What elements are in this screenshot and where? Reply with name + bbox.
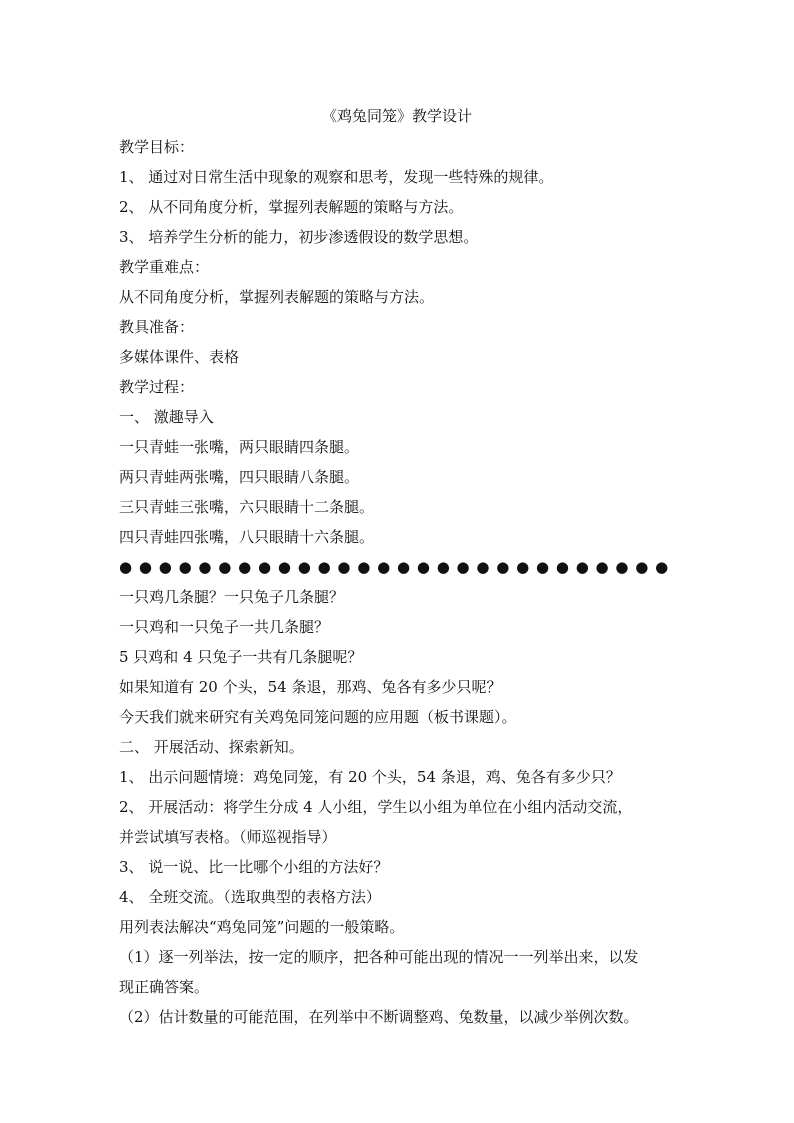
section-heading-process: 教学过程： [119,378,195,396]
frog-line-3: 三只青蛙三张嘴，六只眼睛十二条腿。 [119,498,375,516]
topic-introduction-line: 今天我们就来研究有关鸡兔同笼问题的应用题（板书课题）。 [119,708,517,726]
section-heading-objectives: 教学目标： [119,138,195,156]
question-line-1: 一只鸡几条腿？一只兔子几条腿？ [119,588,345,606]
activity-item-1: 1、 出示问题情境：鸡兔同笼，有 20 个头，54 条退，鸡、兔各有多少只？ [119,768,621,786]
question-line-2: 一只鸡和一只兔子一共几条腿？ [119,618,330,636]
strategy-1-line-1: （1）逐一列举法，按一定的顺序，把各种可能出现的情况一一列举出来，以发 [119,948,639,966]
frog-line-2: 两只青蛙两张嘴，四只眼睛八条腿。 [119,468,360,486]
strategy-2: （2）估计数量的可能范围，在列举中不断调整鸡、兔数量，以减少举例次数。 [119,1008,639,1026]
objective-item-2: 2、 从不同角度分析，掌握列表解题的策略与方法。 [119,198,464,216]
strategy-summary: 用列表法解决“鸡兔同笼”问题的一般策略。 [119,918,405,936]
key-points-text: 从不同角度分析，掌握列表解题的策略与方法。 [119,288,435,306]
frog-line-4: 四只青蛙四张嘴，八只眼睛十六条腿。 [119,528,375,546]
activity-item-4: 4、 全班交流。（选取典型的表格方法） [119,888,381,906]
question-line-4: 如果知道有 20 个头，54 条退，那鸡、兔各有多少只呢？ [119,678,502,696]
dot-separator: ● ● ● ● ● ● ● ● ● ● ● ● ● ● ● ● ● ● ● ● ● ● ● ● ● ● ● ● [119,558,670,576]
section-heading-materials: 教具准备： [119,318,195,336]
process-step-1-heading: 一、 激趣导入 [119,408,214,426]
materials-text: 多媒体课件、表格 [119,348,240,366]
activity-item-2-line-1: 2、 开展活动：将学生分成 4 人小组，学生以小组为单位在小组内活动交流， [119,798,633,816]
process-step-2-heading: 二、 开展活动、探索新知。 [119,738,304,756]
question-line-3: 5 只鸡和 4 只兔子一共有几条腿呢？ [119,648,363,666]
objective-item-1: 1、 通过对日常生活中现象的观察和思考，发现一些特殊的规律。 [119,168,554,186]
strategy-1-line-2: 现正确答案。 [119,978,210,996]
section-heading-key-points: 教学重难点： [119,258,210,276]
document-body [119,137,679,1037]
frog-line-1: 一只青蛙一张嘴，两只眼睛四条腿。 [119,438,360,456]
document-title: 《鸡兔同笼》教学设计 [321,107,472,125]
objective-item-3: 3、 培养学生分析的能力，初步渗透假设的数学思想。 [119,228,479,246]
activity-item-2-line-2: 并尝试填写表格。（师巡视指导） [119,828,337,846]
activity-item-3: 3、 说一说、比一比哪个小组的方法好？ [119,858,389,876]
